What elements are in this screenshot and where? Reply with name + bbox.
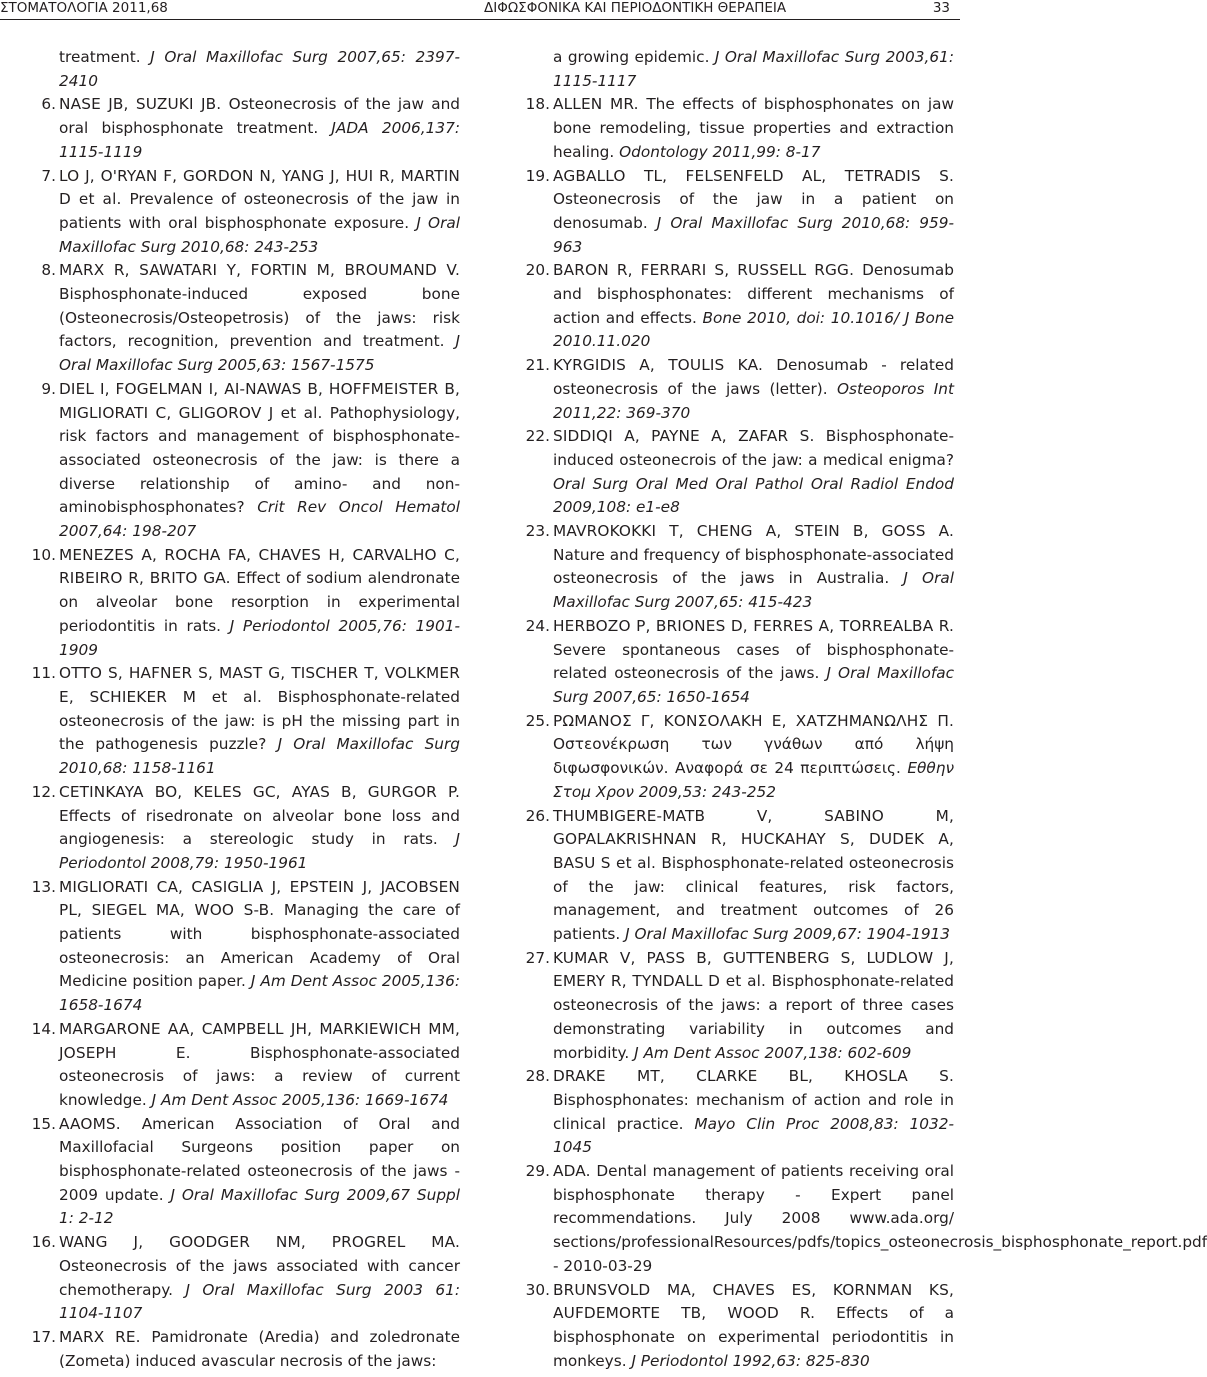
reference-item (8, 781, 460, 876)
reference-authors: MARX R, SAWATARI Y, FORTIN M, BROUMAND V. (59, 261, 460, 280)
reference-title: Οστεονέκρωση των γνάθων από λήψη διφωσφονικών. Αναφορά σε 24 περιπτώσεις. (553, 735, 954, 778)
reference-authors: HERBOZO P, BRIONES D, FERRES A, TORREALBA R. (553, 616, 954, 635)
reference-item (502, 93, 954, 164)
reference-item (502, 710, 954, 805)
reference-authors: NASE JB, SUZUKI JB. (59, 95, 229, 114)
reference-item (502, 1065, 954, 1160)
reference-journal: J Periodontol 2005,76: 1901-1909 (59, 616, 460, 659)
reference-title: Osteonecrosis of the jaws associated with cancer chemotherapy. (59, 1256, 460, 1299)
reference-item (502, 947, 954, 1066)
reference-authors: KYRGIDIS A, TOULIS KA. (553, 356, 777, 375)
reference-item (8, 46, 460, 93)
reference-journal: J Oral Maxillofac Surg 2009,67 Suppl 1: 2-12 (59, 1185, 460, 1228)
reference-journal: J Am Dent Assoc 2005,136: 1669-1674 (151, 1090, 449, 1109)
reference-journal: J Oral Maxillofac Surg 2010,68: 243-253 (59, 213, 460, 256)
reference-item (8, 1326, 460, 1373)
reference-journal: JADA 2006,137: 1115-1119 (59, 119, 460, 161)
reference-number: 23. (525, 522, 550, 541)
reference-item (8, 876, 460, 1018)
reference-journal: Mayo Clin Proc 2008,83: 1032-1045 (553, 1114, 954, 1157)
reference-number: 15. (31, 1114, 56, 1133)
reference-number: 12. (31, 782, 56, 801)
reference-item (8, 1113, 460, 1232)
reference-number: 30. (525, 1280, 550, 1299)
reference-authors: DRAKE MT, CLARKE BL, KHOSLA S. (553, 1067, 954, 1086)
reference-number: 21. (525, 356, 550, 375)
reference-item (8, 259, 460, 378)
reference-journal: J Periodontol 1992,63: 825-830 (631, 1351, 870, 1370)
reference-journal: Εθθην Στομ Χρον 2009,53: 243-252 (553, 759, 954, 801)
reference-item (502, 354, 954, 425)
reference-journal: J Am Dent Assoc 2007,138: 602-609 (634, 1043, 912, 1062)
reference-title: Effect of sodium alendronate on alveolar bone resorption in experimental periodontitis in rats. (59, 569, 460, 635)
section-title: ΔΙΦΩΣΦΟΝΙΚΑ ΚΑΙ ΠΕΡΙΟΔΟΝΤΙΚΗ ΘΕΡΑΠΕΙΑ (484, 0, 787, 16)
reference-journal: J Oral Maxillofac Surg 2007,65: 1650-1654 (553, 664, 954, 706)
reference-journal: Oral Surg Oral Med Oral Pathol Oral Radiol Endod 2009,108: e1-e8 (553, 474, 954, 517)
reference-authors: AAOMS. (59, 1114, 142, 1133)
reference-journal: Odontology 2011,99: 8-17 (619, 142, 821, 161)
reference-journal: Bone 2010, doi: 10.1016/ J Bone 2010.11.020 (553, 308, 954, 351)
reference-authors: BARON R, FERRARI S, RUSSELL RGG. (553, 261, 863, 280)
reference-authors: THUMBIGERE-MATB V, SABINO M, GOPALAKRISHNAN R, HUCKAHAY S, DUDEK A, BASU S et al. (553, 806, 954, 872)
reference-item (502, 1160, 1207, 1279)
reference-title: Bisphosphonate-induced exposed bone (Osteonecrosis/Osteopetrosis) of the jaws: risk factors, recognition, prevention and treatment. (59, 285, 460, 351)
reference-number: 7. (41, 166, 56, 185)
journal-issue: ΣΤΟΜΑΤΟΛΟΓΙΑ 2011,68 (0, 0, 168, 16)
reference-item (502, 165, 954, 260)
reference-number: 22. (525, 427, 550, 446)
header-rule (0, 19, 960, 20)
reference-title: Prevalence of osteonecrosis of the jaw in patients with oral bisphosphonate exposure. (59, 190, 460, 232)
reference-authors: BRUNSVOLD MA, CHAVES ES, KORNMAN KS, AUFDEMORTE TB, WOOD R. (553, 1280, 954, 1323)
reference-title: Effects of risedronate on alveolar bone loss and angiogenesis: a stereologic study in rats. (59, 806, 460, 849)
reference-authors: MARGARONE AA, CAMPBELL JH, MARKIEWICH MM, JOSEPH E. (59, 1019, 460, 1062)
reference-authors: CETINKAYA BO, KELES GC, AYAS B, GURGOR P. (59, 782, 460, 801)
reference-item (502, 805, 954, 947)
reference-title: Pamidronate (Aredia) and zoledronate (Zometa) induced avascular necrosis of the jaws: (59, 1327, 460, 1370)
reference-journal: J Oral Maxillofac Surg 2003 61: 1104-1107 (59, 1280, 460, 1323)
reference-journal: J Periodontol 2008,79: 1950-1961 (59, 830, 460, 872)
reference-number: 26. (525, 806, 550, 825)
reference-item (502, 259, 954, 354)
reference-item (8, 662, 460, 781)
reference-number: 6. (41, 95, 56, 114)
reference-authors: MARX RE. (59, 1327, 152, 1346)
reference-number: 17. (31, 1327, 56, 1346)
reference-title: Bisphosphonate-associated osteonecrosis of jaws: a review of current knowledge. (59, 1043, 460, 1109)
reference-title: Bisphosphonate-related osteonecrosis of the jaw: clinical features, risk factors, management, and treatment outcomes of 26 patients. (553, 853, 954, 944)
reference-authors: WANG J, GOODGER NM, PROGREL MA. (59, 1233, 460, 1252)
reference-journal: J Oral Maxillofac Surg 2003,61: 1115-1117 (553, 48, 954, 90)
reference-number: 16. (31, 1233, 56, 1252)
reference-title: Osteonecrosis of the jaw in a patient on denosumab. (553, 190, 954, 232)
reference-title: Bisphosphonate-induced osteonecrois of the jaw: a medical enigma? (553, 427, 954, 469)
reference-number: 25. (525, 711, 550, 730)
reference-title: Effects of a bisphosphonate on experimental periodontitis in monkeys. (553, 1304, 954, 1370)
reference-item (8, 1018, 460, 1113)
reference-authors: DIEL I, FOGELMAN I, AI-NAWAS B, HOFFMEISTER B, MIGLIORATI C, GLIGOROV J et al. (59, 379, 460, 422)
reference-authors: KUMAR V, PASS B, GUTTENBERG S, LUDLOW J, EMERY R, TYNDALL D et al. (553, 948, 954, 991)
reference-number: 18. (525, 95, 550, 114)
left-column (8, 46, 460, 1373)
reference-title: Dental management of patients receiving oral bisphosphonate therapy - Expert panel recommendations. July 2008 www.ada.org/ sections/professionalResources/pdfs/topics_osteonecrosis_bisphosphonate_report.pdf - 2010-03-29 (553, 1162, 1207, 1275)
reference-title: The effects of bisphosphonates on jaw bone remodeling, tissue properties and extraction healing. (553, 95, 954, 161)
reference-journal: J Am Dent Assoc 2005,136: 1658-1674 (59, 972, 461, 1015)
reference-item (502, 46, 954, 93)
reference-number: 29. (525, 1162, 550, 1181)
reference-journal: Crit Rev Oncol Hematol 2007,64: 198-207 (59, 498, 460, 541)
reference-journal: J Oral Maxillofac Surg 2009,67: 1904-1913 (625, 925, 951, 944)
reference-title: Denosumab and bisphosphonates: different mechanisms of action and effects. (553, 261, 954, 327)
reference-number: 9. (41, 379, 56, 398)
reference-title: Bisphosphonate-related osteonecrosis of the jaw: is pH the missing part in the pathogenesis puzzle? (59, 687, 460, 754)
reference-item (8, 93, 460, 164)
reference-number: 10. (31, 545, 56, 564)
reference-title: American Association of Oral and Maxillofacial Surgeons position paper on bisphosphonate-related osteonecrosis of the jaws - 2009 update. (59, 1114, 460, 1204)
reference-number: 14. (31, 1019, 56, 1038)
reference-journal: Osteoporos Int 2011,22: 369-370 (553, 379, 954, 422)
reference-item (8, 165, 460, 260)
reference-authors: LO J, O'RYAN F, GORDON N, YANG J, HUI R, MARTIN D et al. (59, 166, 460, 209)
reference-authors: MAVROKOKKI T, CHENG A, STEIN B, GOSS A. (553, 522, 954, 541)
reference-title: a growing epidemic. (553, 48, 715, 66)
reference-authors: OTTO S, HAFNER S, MAST G, TISCHER T, VOLKMER E, SCHIEKER M et al. (59, 664, 460, 706)
reference-authors: MIGLIORATI CA, CASIGLIA J, EPSTEIN J, JACOBSEN PL, SIEGEL MA, WOO S-B. (59, 877, 460, 920)
reference-title: Severe spontaneous cases of bisphosphonate-related osteonecrosis of the jaws. (553, 640, 954, 683)
reference-number: 19. (525, 166, 550, 185)
reference-authors: ΡΩΜΑΝΟΣ Γ, ΚΟΝΣΟΛΑΚΗ Ε, ΧΑΤΖΗΜΑΝΩΛΗΣ Π. (553, 711, 954, 730)
reference-number: 24. (525, 616, 550, 635)
reference-item (502, 425, 954, 520)
reference-title: treatment. (59, 48, 151, 66)
reference-title: Pathophysiology, risk factors and management of bisphosphonate-associated osteonecrosis of the jaw: is there a diverse relationship of amino- and non-aminobisphosphonates? (59, 403, 460, 517)
reference-title: Bisphosphonates: mechanism of action and role in clinical practice. (553, 1090, 954, 1133)
reference-journal: J Oral Maxillofac Surg 2005,63: 1567-1575 (59, 332, 460, 375)
reference-item (8, 1231, 460, 1326)
reference-journal: J Oral Maxillofac Surg 2007,65: 2397-2410 (59, 48, 460, 90)
reference-title: Osteonecrosis of the jaw and oral bisphosphonate treatment. (59, 95, 460, 138)
right-column (502, 46, 1207, 1373)
reference-number: 20. (525, 261, 550, 280)
reference-authors: AGBALLO TL, FELSENFELD AL, TETRADIS S. (553, 166, 954, 185)
reference-title: Nature and frequency of bisphosphonate-associated osteonecrosis of the jaws in Australia. (553, 545, 954, 588)
reference-title: Denosumab - related osteonecrosis of the jaws (letter). (553, 356, 954, 398)
reference-title: Managing the care of patients with bisphosphonate-associated osteonecrosis: an American Academy of Oral Medicine position paper. (59, 901, 460, 991)
reference-number: 13. (31, 877, 56, 896)
reference-authors: SIDDIQI A, PAYNE A, ZAFAR S. (553, 427, 826, 446)
reference-number: 11. (31, 664, 56, 683)
reference-item (502, 1279, 954, 1374)
reference-journal: J Oral Maxillofac Surg 2007,65: 415-423 (553, 569, 954, 612)
reference-item (8, 544, 460, 663)
reference-authors: MENEZES A, ROCHA FA, CHAVES H, CARVALHO C, RIBEIRO R, BRITO GA. (59, 545, 460, 588)
reference-item (502, 615, 954, 710)
reference-authors: ADA. (553, 1162, 597, 1181)
running-header (0, 0, 960, 22)
reference-title: Bisphosphonate-related osteonecrosis of the jaws: a report of three cases demonstrating variability in outcomes and morbidity. (553, 972, 954, 1062)
reference-number: 28. (525, 1067, 550, 1086)
reference-number: 8. (41, 261, 56, 280)
page-number: 33 (932, 0, 950, 16)
reference-item (502, 520, 954, 615)
reference-number: 27. (525, 948, 550, 967)
reference-authors: ALLEN MR. (553, 95, 647, 114)
reference-journal: J Oral Maxillofac Surg 2010,68: 1158-1161 (59, 735, 460, 778)
reference-journal: J Oral Maxillofac Surg 2010,68: 959-963 (553, 213, 954, 256)
reference-item (8, 378, 460, 544)
